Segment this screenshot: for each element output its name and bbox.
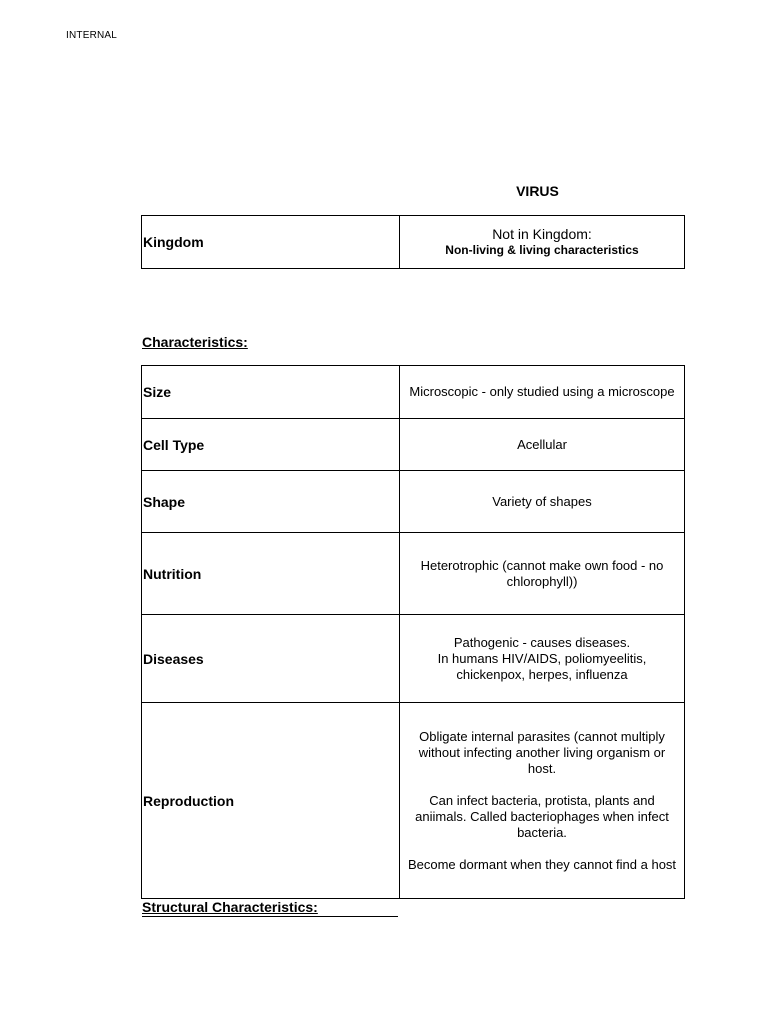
row-label-diseases: Diseases	[142, 615, 400, 703]
reproduction-paragraph: Can infect bacteria, protista, plants and aniimals. Called bacteriophages when infect bacteria.	[415, 792, 669, 840]
kingdom-value	[400, 216, 685, 269]
kingdom-row	[142, 216, 685, 269]
row-value-nutrition: Heterotrophic (cannot make own food - no chlorophyll))	[400, 533, 685, 615]
kingdom-label: Kingdom	[142, 216, 400, 269]
table-row	[142, 533, 685, 615]
kingdom-value-sub: Non-living & living characteristics	[445, 243, 639, 257]
row-label-size: Size	[142, 366, 400, 419]
row-label-nutrition: Nutrition	[142, 533, 400, 615]
characteristics-heading: Characteristics:	[142, 334, 248, 350]
reproduction-paragraph: Become dormant when they cannot find a host	[407, 856, 677, 872]
diseases-line: In humans HIV/AIDS, poliomyeelitis, chickenpox, herpes, influenza	[437, 650, 647, 682]
document-title: VIRUS	[516, 183, 559, 199]
table-row	[142, 703, 685, 899]
characteristics-table	[141, 365, 685, 899]
row-value-cell-type: Acellular	[400, 419, 685, 471]
table-row	[142, 366, 685, 419]
row-label-shape: Shape	[142, 471, 400, 533]
row-value-shape: Variety of shapes	[400, 471, 685, 533]
diseases-line: Pathogenic - causes diseases.	[453, 634, 631, 650]
table-row	[142, 615, 685, 703]
kingdom-value-main: Not in Kingdom:	[492, 226, 592, 242]
structural-heading: Structural Characteristics:	[142, 899, 398, 917]
row-value-reproduction	[400, 703, 685, 899]
row-value-diseases	[400, 615, 685, 703]
row-label-reproduction: Reproduction	[142, 703, 400, 899]
classification-label: INTERNAL	[66, 30, 118, 41]
table-row	[142, 471, 685, 533]
kingdom-table	[141, 215, 685, 269]
reproduction-paragraph: Obligate internal parasites (cannot multiply without infecting another living organism or host.	[418, 728, 666, 776]
row-value-size: Microscopic - only studied using a microscope	[400, 366, 685, 419]
row-label-cell-type: Cell Type	[142, 419, 400, 471]
table-row	[142, 419, 685, 471]
